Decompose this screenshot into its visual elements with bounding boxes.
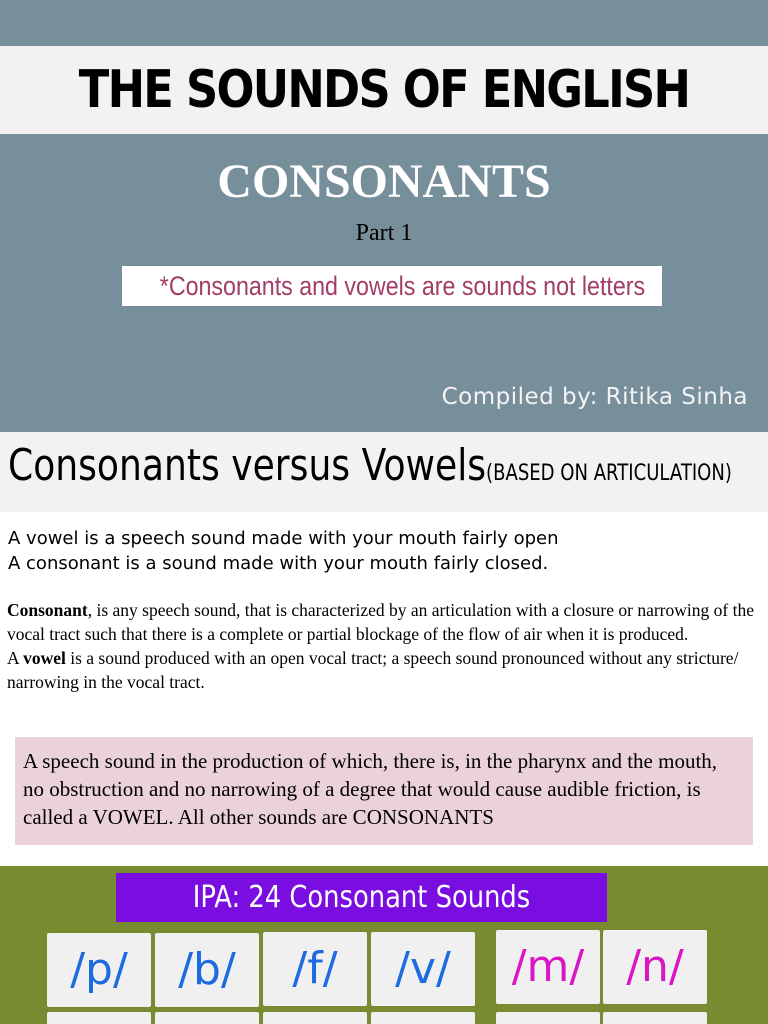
title-band bbox=[0, 46, 768, 134]
consonant-definition-text: , is any speech sound, that is characterized by an articulation with a closure or narrowing of the vocal tract such that there is a complete or partial blockage of the flow of air when it is produced. bbox=[7, 600, 754, 644]
slide2-title-sub: (BASED ON ARTICULATION) bbox=[486, 461, 732, 486]
tile-label: /b/ bbox=[178, 944, 236, 995]
quote-text: A speech sound in the production of which, there is, in the pharynx and the mouth, no obstruction and no narrowing of a degree that would cause audible friction, is called a VOWEL. All other sounds are CONSONANTS bbox=[23, 749, 718, 829]
vowel-definition bbox=[7, 646, 757, 694]
consonant-definition bbox=[7, 598, 757, 646]
slide2-title-band bbox=[0, 432, 768, 512]
note-box bbox=[122, 266, 662, 306]
consonants-heading: CONSONANTS bbox=[217, 155, 551, 208]
simple-definitions bbox=[8, 526, 559, 576]
tile-label: /p/ bbox=[70, 944, 128, 995]
ipa-tile-m bbox=[496, 930, 600, 1004]
ipa-tile-f bbox=[263, 932, 367, 1006]
vowel-prefix: A bbox=[7, 648, 24, 668]
ipa-tile-b bbox=[155, 933, 259, 1007]
quote-box bbox=[15, 737, 753, 845]
tile-label: /f/ bbox=[292, 943, 338, 994]
ipa-tile-row2 bbox=[263, 1012, 367, 1024]
slide2-title-main: Consonants versus Vowels bbox=[8, 440, 487, 491]
vowel-term: vowel bbox=[23, 648, 66, 668]
consonant-line: A consonant is a sound made with your mouth fairly closed. bbox=[8, 553, 549, 574]
note-text: *Consonants and vowels are sounds not letters bbox=[159, 271, 646, 301]
ipa-tile-row2 bbox=[47, 1012, 151, 1024]
tile-label: /n/ bbox=[626, 941, 684, 992]
ipa-tile-row2 bbox=[603, 1012, 707, 1024]
ipa-tile-v bbox=[371, 932, 475, 1006]
ipa-banner bbox=[116, 873, 607, 922]
ipa-banner-title: IPA: 24 Consonant Sounds bbox=[192, 880, 531, 915]
consonants-vs-vowels-slide bbox=[0, 432, 768, 866]
title-slide bbox=[0, 0, 768, 432]
tile-label: /m/ bbox=[511, 941, 585, 992]
ipa-tile-row2 bbox=[371, 1012, 475, 1024]
compiled-by: Compiled by: Ritika Sinha bbox=[441, 384, 748, 410]
part-label: Part 1 bbox=[355, 220, 413, 246]
consonant-term: Consonant bbox=[7, 600, 88, 620]
ipa-tile-row2 bbox=[496, 1012, 600, 1024]
ipa-slide bbox=[0, 866, 768, 1024]
vowel-line: A vowel is a speech sound made with your mouth fairly open bbox=[8, 528, 559, 549]
definitions-block bbox=[7, 598, 757, 694]
ipa-tile-row2 bbox=[155, 1012, 259, 1024]
tile-label: /v/ bbox=[395, 943, 451, 994]
ipa-tile-p bbox=[47, 933, 151, 1007]
slide2-title bbox=[8, 440, 732, 491]
main-title: THE SOUNDS OF ENGLISH bbox=[78, 60, 690, 120]
vowel-definition-text: is a sound produced with an open vocal tract; a speech sound pronounced without any stricture/ narrowing in the vocal tract. bbox=[7, 648, 739, 692]
ipa-tile-n bbox=[603, 930, 707, 1004]
